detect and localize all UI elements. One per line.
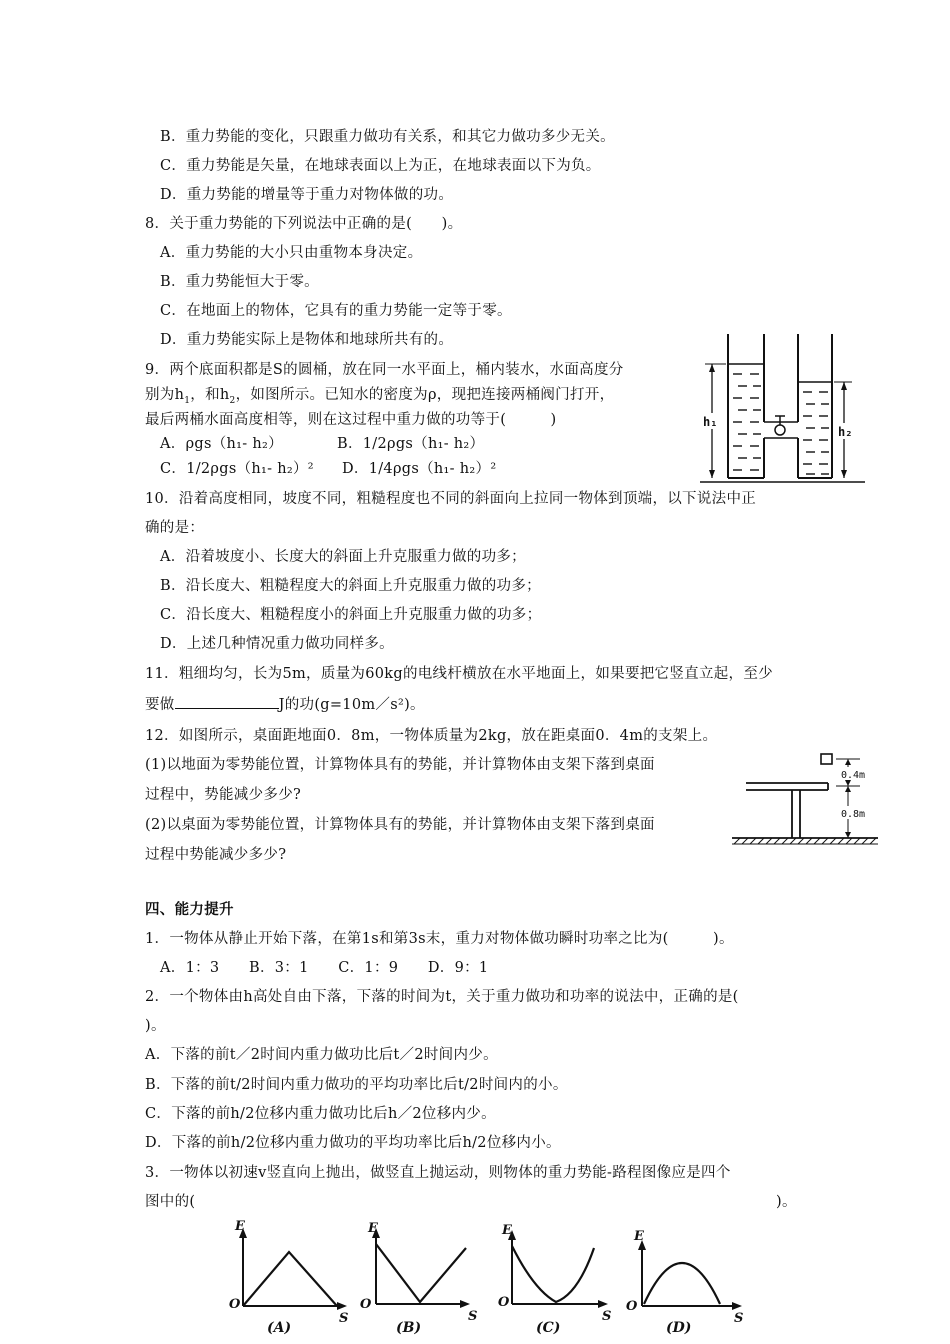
q9-stem-1: 9．两个底面积都是S的圆桶，放在同一水平面上，桶内装水，水面高度分: [145, 362, 624, 378]
s4q2-option-d: D．下落的前h/2位移内重力做功的平均功率比后h/2位移内小。: [145, 1135, 561, 1151]
dim-0-4m: 0.4m: [841, 770, 866, 781]
graph-b-caption: (B): [396, 1320, 422, 1336]
s4q2-stem-1: 2．一个物体由h高处自由下落，下落的时间为t，关于重力做功和功率的说法中，正确的是(: [145, 989, 739, 1005]
s4q2-option-a: A．下落的前t／2时间内重力做功比后t／2时间内少。: [145, 1047, 498, 1063]
graph-b-origin: O: [360, 1297, 372, 1312]
two-tanks-figure: [700, 334, 870, 486]
q9-stem-2: 别为$h_1$，和$h_2$，如图所示。已知水的密度为ρ，现把连接两桶阀门打开，: [145, 387, 615, 406]
graph-a-x-label: S: [339, 1311, 349, 1326]
graph-c-x-label: S: [602, 1309, 612, 1324]
q9-option-a: A．ρgs（h₁- h₂）: [160, 436, 283, 452]
q10-stem-1: 10．沿着高度相同，坡度不同，粗糙程度也不同的斜面向上拉同一物体到顶端，以下说法中正: [145, 491, 757, 507]
graph-d-caption: (D): [666, 1320, 692, 1336]
q12-part2-b: 过程中势能减少多少?: [145, 847, 287, 863]
dim-0-8m: 0.8m: [841, 809, 866, 820]
q10-stem-2: 确的是：: [145, 520, 205, 536]
graph-a-caption: (A): [267, 1320, 292, 1336]
h1-label: h₁: [703, 415, 718, 429]
graph-d-y-label: E: [634, 1229, 644, 1244]
q10-option-d: D．上述几种情况重力做功同样多。: [160, 636, 394, 652]
s4q2-option-c: C．下落的前h/2位移内重力做功比后h／2位移内少。: [145, 1106, 496, 1122]
q8-stem: 8．关于重力势能的下列说法中正确的是( )。: [145, 216, 463, 232]
q12-stem: 12．如图所示，桌面距地面0．8m，一物体质量为2kg，放在距桌面0．4m的支架上。: [145, 728, 718, 744]
q12-part2-a: (2)以桌面为零势能位置，计算物体具有的势能，并计算物体由支架下落到桌面: [145, 817, 655, 833]
table-support-figure: [732, 750, 880, 856]
graph-d: [624, 1222, 754, 1344]
q10-option-c: C．沿长度大、粗糙程度小的斜面上升克服重力做的功多；: [160, 607, 542, 623]
graph-c-caption: (C): [536, 1320, 561, 1336]
q8-option-a: A．重力势能的大小只由重物本身决定。: [160, 245, 423, 261]
graph-a-origin: O: [229, 1297, 241, 1312]
answer-blank[interactable]: [175, 694, 279, 709]
graph-a-y-label: E: [235, 1219, 245, 1234]
s4q3-stem-2b: )。: [776, 1194, 797, 1210]
graph-c-origin: O: [498, 1295, 510, 1310]
q7-option-d: D．重力势能的增量等于重力对物体做的功。: [160, 187, 454, 203]
q12-part1-a: (1)以地面为零势能位置，计算物体具有的势能，并计算物体由支架下落到桌面: [145, 757, 655, 773]
graph-d-x-label: S: [734, 1311, 744, 1326]
q10-option-b: B．沿长度大、粗糙程度大的斜面上升克服重力做的功多；: [160, 578, 541, 594]
q8-option-d: D．重力势能实际上是物体和地球所共有的。: [160, 332, 454, 348]
q9-stem-3: 最后两桶水面高度相等，则在这过程中重力做的功等于( ): [145, 412, 557, 428]
q10-option-a: A．沿着坡度小、长度大的斜面上升克服重力做的功多；: [160, 549, 526, 565]
q9-option-c: C．1/2ρgs（h₁- h₂）²: [160, 461, 314, 477]
graph-d-origin: O: [626, 1299, 638, 1314]
s4q2-option-b: B．下落的前t/2时间内重力做功的平均功率比后t/2时间内的小。: [145, 1077, 568, 1093]
graph-a: [225, 1218, 365, 1342]
s4q1-stem: 1．一物体从静止开始下落，在第1s和第3s末，重力对物体做功瞬时功率之比为( )。: [145, 931, 734, 947]
q9-option-d: D．1/4ρgs（h₁- h₂）²: [342, 461, 497, 477]
q9-option-b: B．1/2ρgs（h₁- h₂）: [337, 436, 485, 452]
q11-stem-1: 11．粗细均匀，长为5m，质量为60kg的电线杆横放在水平地面上，如果要把它竖直立起，至少: [145, 666, 773, 682]
graph-b-y-label: E: [368, 1221, 378, 1236]
q8-option-b: B．重力势能恒大于零。: [160, 274, 319, 290]
q12-part1-b: 过程中，势能减少多少?: [145, 787, 302, 803]
h2-label: h₂: [838, 425, 853, 439]
q11-stem-2: 要做 J的功(g=10m／s²)。: [145, 694, 425, 715]
section-heading: 四、能力提升: [145, 902, 234, 918]
graph-b-x-label: S: [468, 1309, 478, 1324]
s4q2-stem-2: )。: [145, 1018, 166, 1034]
q8-option-c: C．在地面上的物体，它具有的重力势能一定等于零。: [160, 303, 512, 319]
graph-b: [356, 1218, 496, 1342]
q7-option-b: B．重力势能的变化，只跟重力做功有关系，和其它力做功多少无关。: [160, 129, 615, 145]
s4q3-stem-2a: 图中的(: [145, 1194, 196, 1210]
s4q3-stem-1: 3．一物体以初速v竖直向上抛出，做竖直上抛运动，则物体的重力势能-路程图像应是四个: [145, 1165, 731, 1181]
s4q1-options: A．1：3 B．3：1 C．1：9 D．9：1: [160, 960, 489, 976]
graph-c-y-label: E: [502, 1223, 512, 1238]
graph-c: [494, 1218, 624, 1342]
q7-option-c: C．重力势能是矢量，在地球表面以上为正，在地球表面以下为负。: [160, 158, 601, 174]
